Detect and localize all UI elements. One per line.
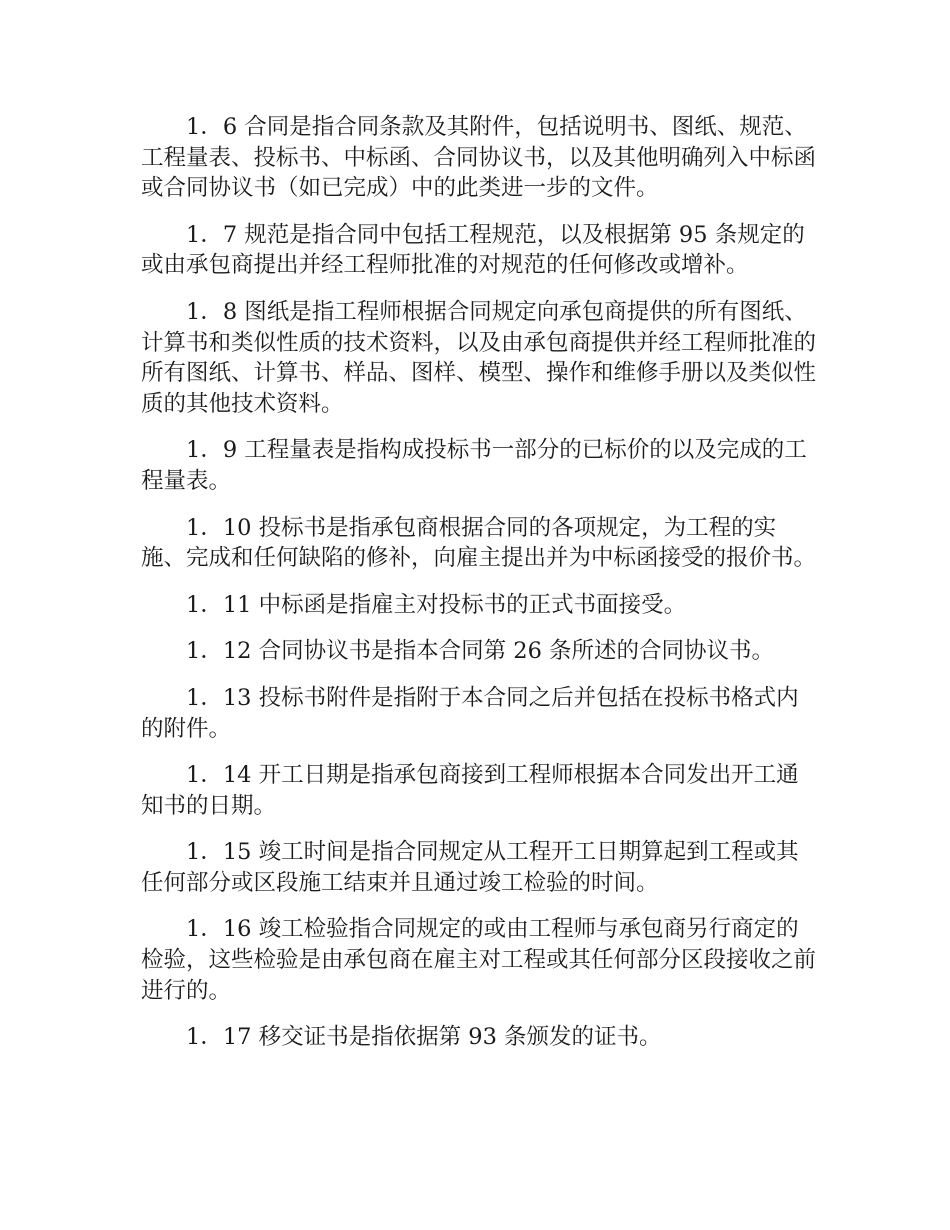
paragraph-1-15: 1．15 竣工时间是指合同规定从工程开工日期算起到工程或其任何部分或区段施工结束并且通过竣工检验的时间。 [141,839,799,896]
paragraph-1-13: 1．13 投标书附件是指附于本合同之后并包括在投标书格式内的附件。 [141,684,799,742]
paragraph-1-6: 1．6 合同是指合同条款及其附件，包括说明书、图纸、规范、工程量表、投标书、中标函、合同协议书，以及其他明确列入中标函或合同协议书（如已完成）中的此类进一步的文件。 [141,114,817,202]
paragraph-1-12: 1．12 合同协议书是指本合同第 26 条所述的合同协议书。 [186,638,775,665]
paragraph-1-9: 1．9 工程量表是指构成投标书一部分的已标价的以及完成的工程量表。 [141,437,807,494]
document-body [141,112,821,1069]
paragraph-1-8: 1．8 图纸是指工程师根据合同规定向承包商提供的所有图纸、计算书和类似性质的技术资料，以及由承包商提供并经工程师批准的所有图纸、计算书、样品、图样、模型、操作和维修手册以及类似性质的其他技术资料。 [141,298,817,417]
paragraph-1-17: 1．17 移交证书是指依据第 93 条颁发的证书。 [186,1024,662,1051]
paragraph-1-11: 1．11 中标函是指雇主对投标书的正式书面接受。 [186,591,687,618]
paragraph-1-7: 1．7 规范是指合同中包括工程规范，以及根据第 95 条规定的或由承包商提出并经工程师批准的对规范的任何修改或增补。 [141,221,805,279]
paragraph-1-14: 1．14 开工日期是指承包商接到工程师根据本合同发出开工通知书的日期。 [141,762,799,819]
paragraph-1-10: 1．10 投标书是指承包商根据合同的各项规定，为工程的实施、完成和任何缺陷的修补，向雇主提出并为中标函接受的报价书。 [141,514,817,572]
paragraph-1-16: 1．16 竣工检验指合同规定的或由工程师与承包商另行商定的检验，这些检验是由承包商在雇主对工程或其任何部分区段接收之前进行的。 [141,916,817,1004]
